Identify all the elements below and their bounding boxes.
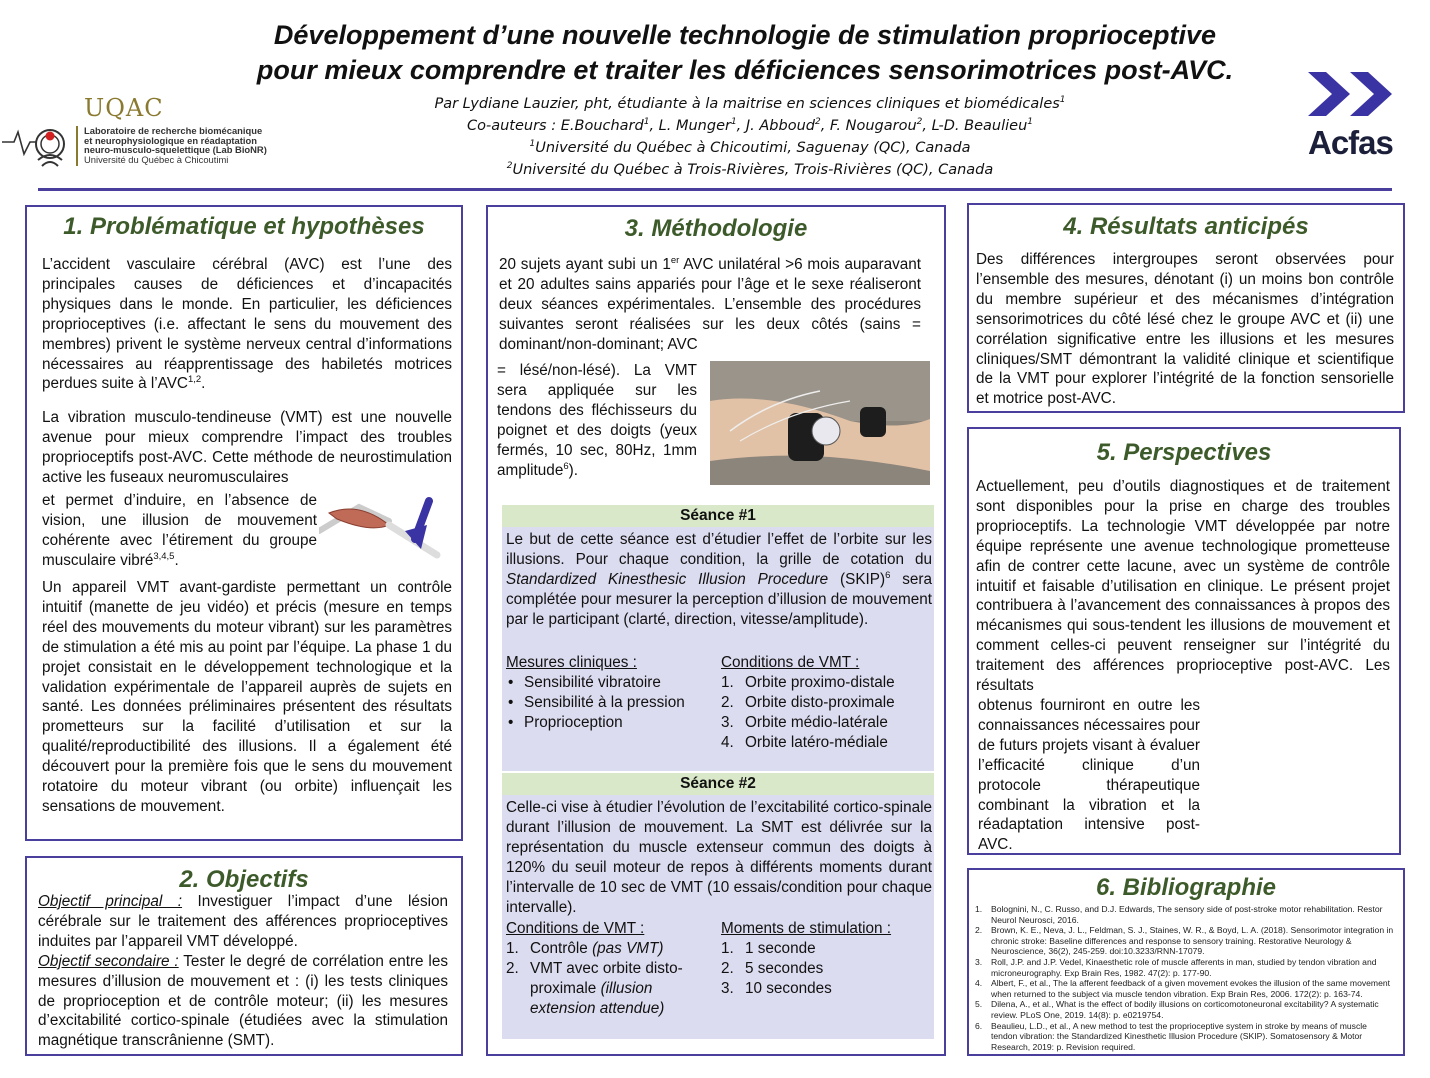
section-problematique	[25, 205, 463, 841]
section-title: 1. Problématique et hypothèses	[63, 213, 425, 240]
conditions-vmt-title: Conditions de VMT :	[721, 654, 860, 671]
moments-stimulation-title: Moments de stimulation :	[721, 920, 892, 937]
section-resultats	[967, 203, 1405, 413]
section-methodologie	[486, 205, 946, 1056]
author-line: Par Lydiane Lauzier, pht, étudiante à la maitrise en sciences cliniques et biomédicales$^1$	[434, 95, 1066, 112]
section-title: 6. Bibliographie	[1095, 874, 1277, 901]
reference-item: 5. Dilena, A., et al., What is the effect of bodily illusions on corticomotoneuronal excitability? A systematic review. PLoS One, 2019. 14(8): p. e0219754.	[975, 999, 1379, 1020]
affiliation-2: $^2$Université du Québec à Trois-Rivières, Trois-Rivières (QC), Canada	[506, 161, 994, 178]
uqac-logo	[0, 94, 300, 174]
problematique-paragraph-2b: et permet d’induire, en l’absence de vision, une illusion de mouvement cohérente avec l’étirement du groupe musculaire vibré$^{3,4,5}$.	[42, 492, 317, 569]
list-item: 2. 5 secondes	[721, 959, 824, 977]
section-title: 3. Méthodologie	[624, 215, 808, 242]
list-item: 1. 1 seconde	[721, 939, 816, 957]
reference-item: 2. Brown, K. E., Neva, J. L., Feldman, S. J., Staines, W. R., & Boyd, L. A. (2018). Sensorimotor integration in chronic stroke: Baseline differences and response to sensory training. Restorative Neurology & Neuroscience, 36(2), 245-259. doi:10.3233/RNN-17079.	[975, 925, 1394, 957]
seance-1-text: Le but de cette séance est d’étudier l’effet de l’orbite sur les illusions. Pour chaque condition, la grille de cotation du Standardized Kinesthesic Illusion Procedure (SKIP)$^6$ sera complétée pour mesurer la perception d’illusion de mouvement par le participant (clarté, direction, vitesse/amplitude).	[506, 531, 932, 628]
reference-item: 1. Bolognini, N., C. Russo, and D.J. Edwards, The sensory side of post-stroke motor rehabilitation. Restor Neurol Neurosci, 2016.	[975, 904, 1383, 925]
methodologie-paragraph-2: = lésé/non-lésé). La VMT sera appliquée sur les tendons des fléchisseurs du poignet et des doigts (yeux fermés, 10 sec, 80Hz, 1mm amplitude$^6$).	[497, 362, 697, 479]
section-title: 5. Perspectives	[1096, 439, 1272, 466]
problematique-paragraph-1: L’accident vasculaire cérébral (AVC) est l’une des principales causes de déficiences et d’incapacités physiques dans le monde. En particulier, les déficiences proprioceptives (i.e. affectant le sens du mouvement des membres) privent le système nerveux central d’informations nécessaires au réapprentissage des habiletés motrices perdues suite à l’AVC$^{1,2}$.	[42, 256, 452, 393]
section-title: 2. Objectifs	[179, 866, 309, 893]
reference-list	[974, 904, 1394, 1052]
list-item: 1. Contrôle (pas VMT)	[506, 939, 664, 957]
seance-2-text: Celle-ci vise à étudier l’évolution de l’excitabilité cortico-spinale durant l’illusion de mouvement. La SMT est délivrée sur la représentation du muscle extenseur commun des doigts à 120% du seuil moteur de repos à différents moments durant l’intervalle de 10 sec de VMT (10 essais/condition pour chaque intervalle).	[506, 799, 932, 916]
perspectives-text-2: obtenus fourniront en outre les connaissances nécessaires pour de futurs projets visant à évaluer l’efficacité clinique d’un protocole thérapeutique combinant la vibration et la réadaptation intensive post-AVC.	[978, 697, 1200, 854]
section-objectifs	[25, 856, 463, 1056]
acfas-chevrons-icon	[1306, 66, 1406, 122]
list-item: 3. Orbite médio-latérale	[721, 713, 888, 731]
list-item: 2. VMT avec orbite disto-proximale (illusion extension attendue)	[506, 959, 683, 1017]
title-line-1: Développement d’une nouvelle technologie de stimulation proprioceptive	[273, 20, 1217, 50]
vibration-device-on-arm-photo	[710, 361, 930, 485]
objectifs-text: Objectif principal : Investiguer l’impact d’une lésion cérébrale sur le traitement des afférences proprioceptives induites par l’appareil VMT développé. Objectif secondaire : Tester le degré de corrélation entre les mesures d’illusion de mouvement et : (i) les tests cliniques de proprioception et de contrôle moteur; (ii) les mesures d’excitabilité cortico-spinale (étudiées avec la stimulation magnétique transcrânienne (SMT).	[38, 893, 448, 1050]
reference-item: 3. Roll, J.P. and J.P. Vedel, Kinaesthetic role of muscle afferents in man, studied by tendon vibration and microneurography. Exp Brain Res, 1982. 47(2): p. 177-90.	[975, 956, 1377, 978]
lab-name: Laboratoire de recherche biomécanique et neurophysiologique en réadaptation neuro-musculo-squelettique (Lab BioNR) Université du Québec à Chicoutimi	[84, 125, 267, 165]
seance-1-title: Séance #1	[502, 505, 934, 527]
methodologie-paragraph-1: 20 sujets ayant subi un 1er AVC unilatéral >6 mois auparavant et 20 adultes sains appariés pour l’âge et le sexe réaliseront deux séances expérimentales. L’ensemble des procédures suivantes seront réalisées sur les deux côtés (sains = dominant/non-dominant; AVC	[499, 254, 921, 353]
coauthors-line: Co-auteurs : E.Bouchard$^1$, L. Munger$^1$, J. Abboud$^2$, F. Nougarou$^2$, L-D. Beaulieu$^1$	[467, 117, 1033, 134]
moments-stimulation-list	[721, 919, 931, 999]
list-item: • Sensibilité à la pression	[506, 693, 720, 713]
lab-emblem-icon	[2, 120, 76, 170]
section-perspectives	[967, 427, 1401, 855]
list-item: 4. Orbite latéro-médiale	[721, 733, 888, 751]
list-item: • Proprioception	[506, 713, 720, 733]
resultats-text: Des différences intergroupes seront observées pour l’ensemble des mesures, dénotant (i) un moins bon contrôle du membre supérieur et des mécanismes d’intégration sensorimotrices du côté lésé chez le groupe AVC et (ii) une corrélation significative entre les illusions et les mesures cliniques/SMT démontrant la validité clinique et scientifique de la VMT pour explorer l’intégrité de la fonction sensorielle et motrice post-AVC.	[976, 251, 1394, 408]
mesures-cliniques-list	[506, 653, 720, 733]
seance-2-box	[502, 773, 934, 1039]
uqac-divider	[76, 126, 78, 166]
header-divider	[38, 188, 1392, 191]
conditions-vmt-list	[721, 653, 931, 753]
uqac-wordmark: UQAC	[84, 94, 164, 122]
reference-item: 6. Beaulieu, L.D., et al., A new method to test the proprioceptive system in stroke by means of muscle tendon vibration: the Standardized Kinesthetic Illusion Procedure (SKIP). Somatosensory & Motor Research, 2019: p. Revision required.	[975, 1020, 1367, 1052]
muscle-vibration-illustration	[319, 491, 459, 567]
title-line-2: pour mieux comprendre et traiter les déficiences sensorimotrices post-AVC.	[256, 55, 1234, 85]
section-title: 4. Résultats anticipés	[1063, 213, 1309, 240]
reference-item: 4. Albert, F., et al., The la afferent feedback of a given movement evokes the illusion of the same movement when returned to the subject via muscle tendon vibration. Exp Brain Res, 2006. 172(2): p. 163-74.	[975, 978, 1391, 999]
authors-block	[380, 93, 1120, 181]
list-item: 2. Orbite disto-proximale	[721, 693, 895, 711]
list-item: 3. 10 secondes	[721, 979, 832, 997]
mesures-cliniques-title: Mesures cliniques :	[506, 654, 637, 671]
list-item: • Sensibilité vibratoire	[506, 673, 720, 693]
conditions-vmt-list-2	[506, 919, 720, 1019]
objectif-principal-label: Objectif principal :	[38, 893, 183, 910]
perspectives-text: Actuellement, peu d’outils diagnostiques et de traitement sont disponibles pour la prise en charge des troubles proprioceptifs. La technologie VMT développée par notre équipe représente une avenue technologique prometteuse afin de contrer cette lacune, avec un système de contrôle intuitif et faisable d’utilisation en clinique. Le présent projet contribuera à l’avancement des connaissances à propos des mécanismes qui sous-tendent les illusions de mouvement et comment celles-ci peuvent renseigner sur l’intégrité du traitement des afférences proprioceptive post-AVC. Les résultats	[976, 478, 1390, 695]
problematique-paragraph-3: Un appareil VMT avant-gardiste permettant un contrôle intuitif (manette de jeu vidéo) et précis (mesure en temps réel des mouvements du moteur vibrant) sur les paramètres de stimulation a été mis au point par l’équipe. La phase 1 du projet consistait en le développement technologique et la validation expérimentale de l’appareil auprès de sujets en santé. Les données préliminaires présentent des résultats prometteurs sur la facilité d’utilisation et sur la qualité/reproductibilité des illusions. Il a également été découvert pour la première fois que le sens du mouvement rotatoire du moteur vibrant (ou orbite) influençait les sensations de mouvement.	[42, 579, 452, 815]
acfas-logo	[1300, 66, 1400, 166]
seance-2-title: Séance #2	[502, 773, 934, 795]
poster-title	[170, 18, 1320, 88]
list-item: 1. Orbite proximo-distale	[721, 673, 895, 691]
conditions-vmt-title: Conditions de VMT :	[506, 920, 645, 937]
objectif-secondaire-label: Objectif secondaire :	[38, 952, 179, 970]
section-bibliographie	[967, 868, 1405, 1056]
problematique-paragraph-2: La vibration musculo-tendineuse (VMT) est une nouvelle avenue pour mieux comprendre l’impact des troubles proprioceptifs post-AVC. Cette méthode de neurostimulation active les fuseaux neuromusculaires	[42, 409, 452, 486]
affiliation-1: $^1$Université du Québec à Chicoutimi, Saguenay (QC), Canada	[529, 139, 971, 156]
acfas-wordmark: Acfas	[1308, 124, 1393, 161]
seance-1-box	[502, 505, 934, 771]
